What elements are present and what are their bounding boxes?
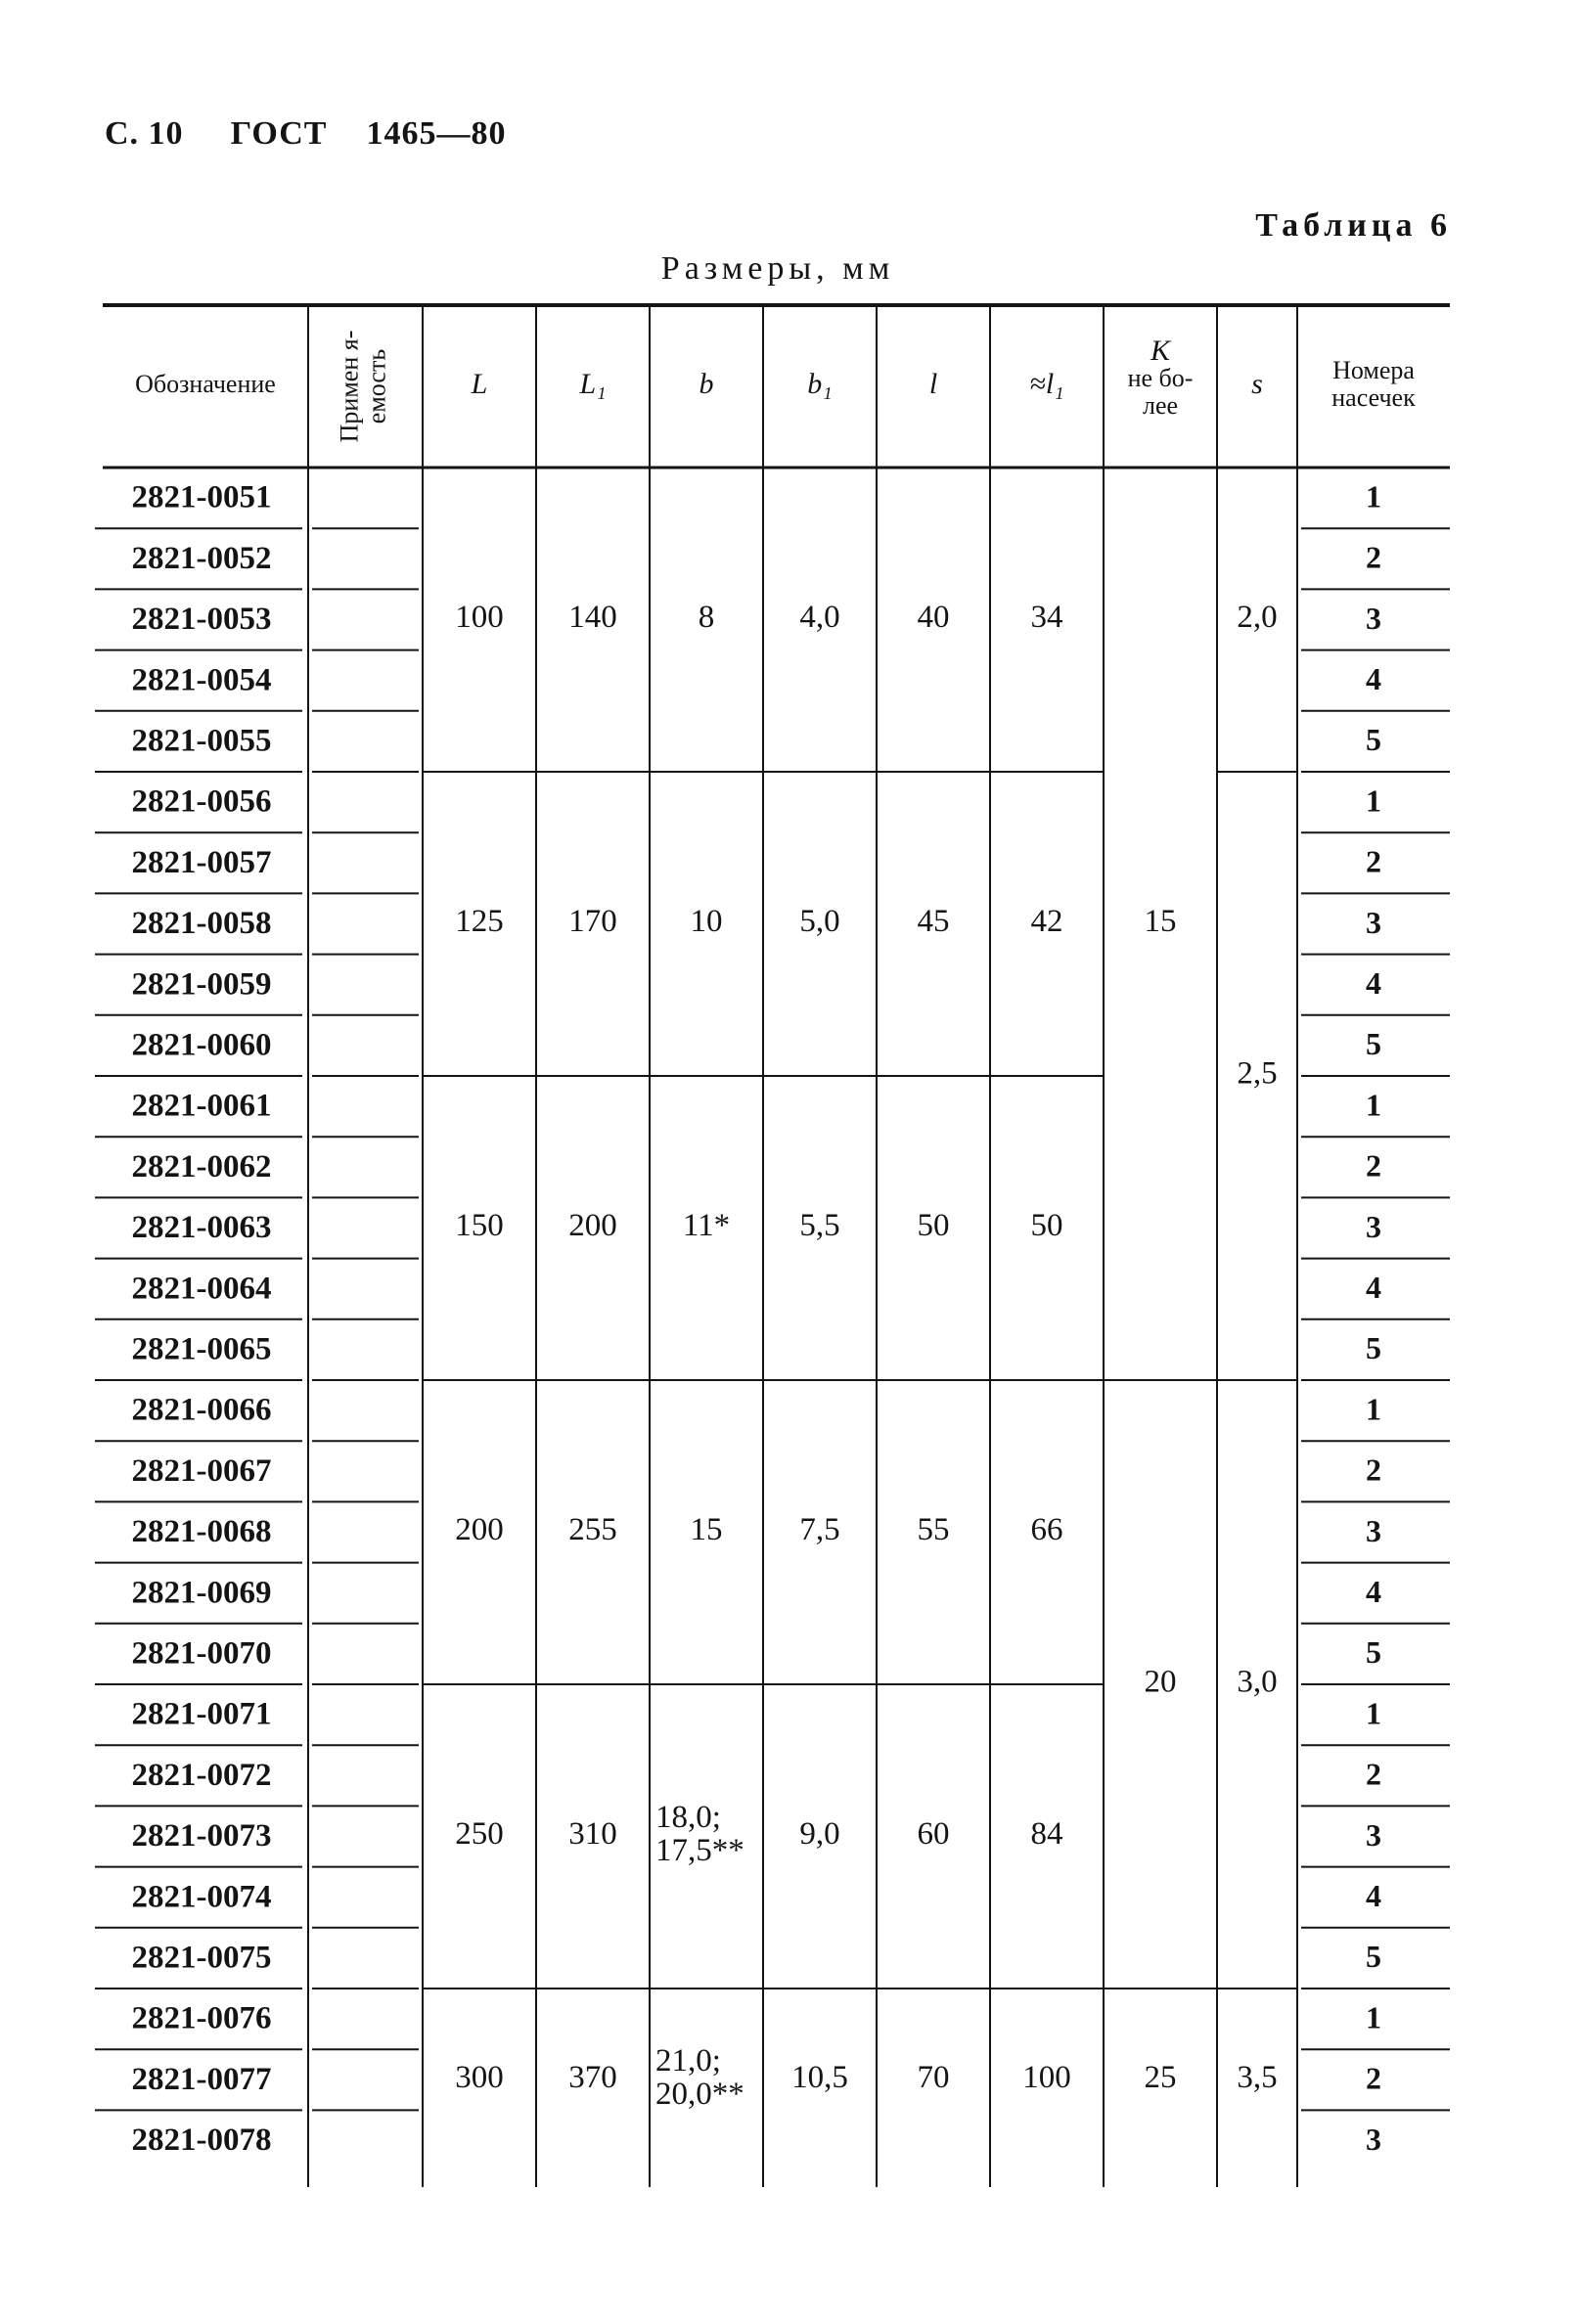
k-value-cell: 20 [1144,1664,1177,1700]
standard-number: 1465—80 [366,115,507,152]
designation-cell: 2821-0064 [131,1271,272,1307]
designation-cell: 2821-0073 [131,1818,272,1855]
dim-cell-b: 18,0; [655,1800,721,1836]
cut-number-cell: 5 [1366,1330,1381,1366]
cut-number-cell: 3 [1366,2121,1381,2157]
dim-cell-l: 250 [455,1816,504,1853]
cut-number-cell: 5 [1366,722,1381,758]
column-header-cut-number: Номера [1332,355,1415,384]
dim-cell-l1: 370 [568,2059,617,2095]
dim-cell-l1: 310 [568,1816,617,1853]
column-header-cut-number: насечек [1331,382,1416,412]
cut-number-cell: 3 [1366,1816,1381,1853]
cut-number-cell: 3 [1366,1512,1381,1548]
cut-number-cell: 4 [1366,1574,1381,1610]
dim-cell-b: 11* [682,1208,731,1244]
designation-cell: 2821-0055 [131,723,272,759]
cut-number-cell: 1 [1366,478,1381,514]
designation-cell: 2821-0058 [131,906,272,942]
designation-cell: 2821-0077 [131,2061,272,2097]
designation-cell: 2821-0072 [131,1757,272,1793]
cut-number-cell: 2 [1366,1147,1381,1184]
dim-cell-l1: 140 [568,600,617,636]
cut-number-cell: 3 [1366,600,1381,636]
cut-number-cell: 4 [1366,965,1381,1002]
s-value-cell: 3,0 [1237,1664,1278,1700]
cut-number-cell: 2 [1366,1452,1381,1488]
designation-cell: 2821-0065 [131,1331,272,1367]
cut-number-cell: 5 [1366,1026,1381,1062]
designation-cell: 2821-0053 [131,602,272,638]
standard-name: ГОСТ [230,115,328,152]
dim-cell-l1: 34 [1030,600,1063,636]
designation-cell: 2821-0076 [131,2000,272,2036]
designation-cell: 2821-0070 [131,1635,272,1672]
k-value-cell: 15 [1144,904,1177,940]
dim-cell-l: 55 [917,1512,950,1548]
s-value-cell: 3,5 [1237,2059,1278,2095]
dim-cell-b1: 9,0 [799,1816,840,1853]
designation-cell: 2821-0068 [131,1514,272,1550]
column-header-applicability-line: емость [362,348,391,425]
column-header-K: лее [1142,390,1179,420]
dim-cell-b: 15 [690,1512,723,1548]
cut-number-cell: 5 [1366,1634,1381,1671]
dim-cell-l1: 200 [568,1208,617,1244]
cut-number-cell: 1 [1366,1087,1381,1123]
dim-cell-l: 300 [455,2059,504,2095]
cut-number-cell: 4 [1366,1878,1381,1914]
designation-cell: 2821-0071 [131,1696,272,1732]
cut-number-cell: 5 [1366,1939,1381,1975]
designation-cell: 2821-0078 [131,2123,272,2159]
designation-cell: 2821-0069 [131,1575,272,1611]
dim-cell-l1: 50 [1030,1208,1063,1244]
column-header-l: l [928,367,938,400]
column-header-K: не бо- [1127,363,1194,392]
dim-cell-b: 21,0; [655,2042,721,2078]
dim-cell-b: 20,0** [655,2076,744,2112]
designation-cell: 2821-0054 [131,662,272,698]
dim-cell-l1: 170 [568,904,617,940]
dim-cell-b1: 7,5 [799,1512,840,1548]
designation-cell: 2821-0067 [131,1452,272,1489]
designation-cell: 2821-0074 [131,1879,272,1915]
table-label: Таблица 6 [1255,207,1452,244]
dim-cell-l: 150 [455,1208,504,1244]
designation-cell: 2821-0062 [131,1148,272,1184]
column-header-K: K [1150,334,1171,367]
dim-cell-b1: 5,0 [799,904,840,940]
cut-number-cell: 2 [1366,1756,1381,1792]
s-value-cell: 2,0 [1237,600,1278,636]
column-header-applicability-line: Примен я- [335,330,364,443]
dim-cell-b1: 4,0 [799,600,840,636]
dim-cell-l: 40 [917,600,950,636]
dim-cell-l: 50 [917,1208,950,1244]
dim-cell-l1: 66 [1030,1512,1063,1548]
designation-cell: 2821-0066 [131,1392,272,1428]
dim-cell-l: 70 [917,2059,950,2095]
designation-cell: 2821-0063 [131,1210,272,1246]
designation-cell: 2821-0056 [131,783,272,820]
dim-cell-b1: 5,5 [799,1208,840,1244]
dim-cell-l: 125 [455,904,504,940]
cut-number-cell: 1 [1366,1999,1381,2035]
column-header-s: s [1251,367,1263,400]
cut-number-cell: 3 [1366,904,1381,940]
column-header-applicability [335,331,390,443]
column-header-L1: L₁ [579,367,607,400]
column-header-b1: b₁ [807,367,833,400]
dim-cell-l1: 255 [568,1512,617,1548]
dim-cell-b: 8 [698,600,715,636]
dim-cell-l1: 84 [1030,1816,1063,1853]
dim-cell-b: 10 [690,904,723,940]
designation-cell: 2821-0075 [131,1940,272,1976]
dim-cell-b: 17,5** [655,1833,744,1869]
cut-number-cell: 1 [1366,1695,1381,1731]
dim-cell-l: 200 [455,1512,504,1548]
s-value-cell: 2,5 [1237,1055,1278,1092]
dim-cell-l: 45 [917,904,950,940]
units-caption: Размеры, мм [660,250,895,287]
page-number: С. 10 [105,115,184,152]
cut-number-cell: 1 [1366,1391,1381,1427]
dim-cell-l: 100 [455,600,504,636]
k-value-cell: 25 [1144,2059,1177,2095]
designation-cell: 2821-0052 [131,540,272,576]
dim-cell-l: 60 [917,1816,950,1853]
designation-cell: 2821-0059 [131,966,272,1003]
cut-number-cell: 4 [1366,1270,1381,1306]
cut-number-cell: 4 [1366,661,1381,697]
cut-number-cell: 2 [1366,843,1381,879]
designation-cell: 2821-0061 [131,1088,272,1124]
column-header-L: L [471,367,488,400]
dim-cell-l1: 42 [1030,904,1063,940]
column-header-b: b [699,367,714,400]
cut-number-cell: 2 [1366,539,1381,575]
dim-cell-b1: 10,5 [791,2059,848,2095]
column-header-designation: Обозначение [135,369,276,398]
designation-cell: 2821-0060 [131,1027,272,1063]
column-header-l1: ≈l₁ [1029,367,1064,400]
designation-cell: 2821-0057 [131,844,272,880]
cut-number-cell: 3 [1366,1208,1381,1244]
dim-cell-l1: 100 [1022,2059,1071,2095]
cut-number-cell: 1 [1366,782,1381,819]
cut-number-cell: 2 [1366,2060,1381,2096]
designation-cell: 2821-0051 [131,479,272,515]
